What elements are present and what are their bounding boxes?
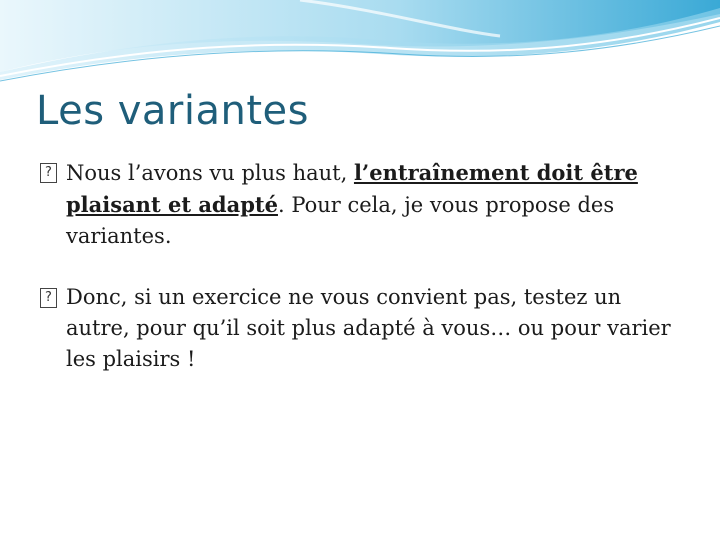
header-wave-decoration bbox=[0, 0, 720, 90]
bullet-1-text-end: . Pour cela, je vous propose des variantes. bbox=[66, 193, 615, 248]
bullet-2-text: Donc, si un exercice ne vous convient pas, testez un autre, pour qu’il soit plus adapté à vous… ou pour varier les plaisirs ! bbox=[66, 285, 671, 371]
slide-body bbox=[40, 157, 680, 405]
missing-glyph-bullet-icon: ? bbox=[40, 288, 57, 308]
bullet-item-2 bbox=[40, 282, 680, 375]
missing-glyph-bullet-icon: ? bbox=[40, 163, 57, 183]
bullet-item-1 bbox=[40, 157, 680, 252]
bullet-1-emphasis: l’entraînement doit être plaisant et adapté bbox=[66, 160, 638, 217]
bullet-1-text-start: Nous l’avons vu plus haut, bbox=[66, 161, 354, 185]
slide-title: Les variantes bbox=[36, 88, 309, 134]
